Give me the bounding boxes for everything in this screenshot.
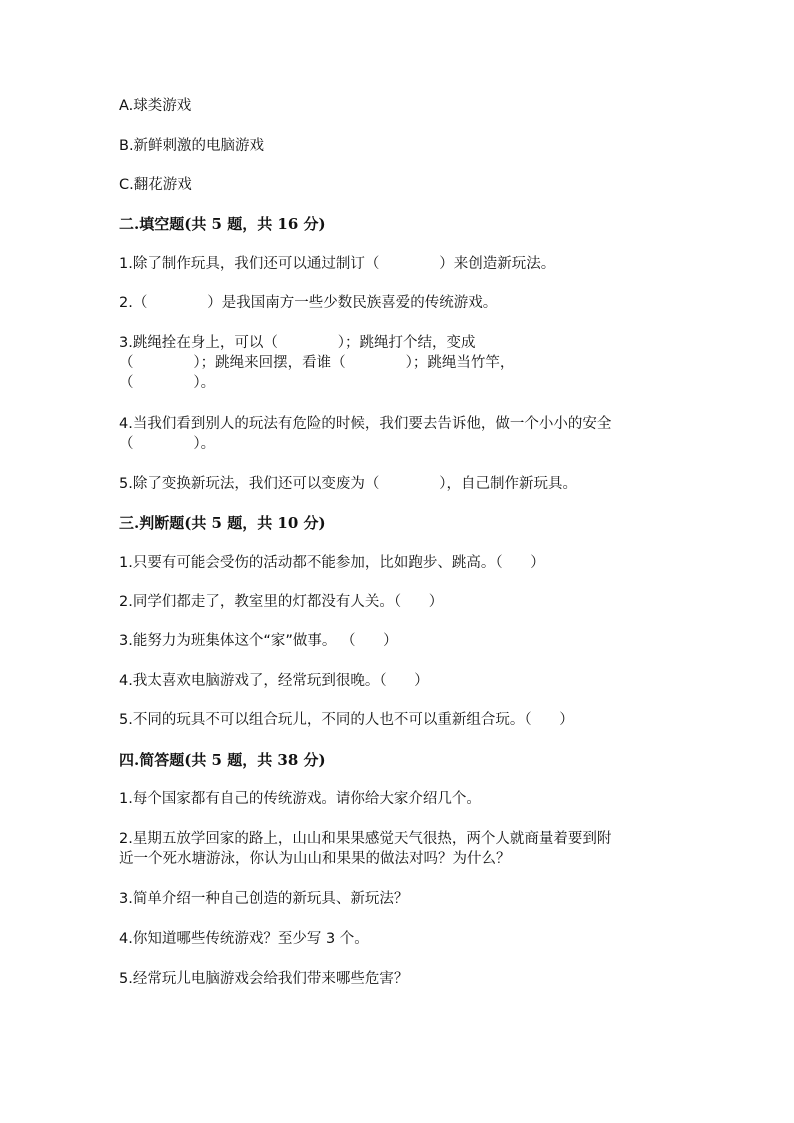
judge-q2: 2.同学们都走了，教室里的灯都没有人关。（ ） [119, 594, 444, 610]
judge-q5: 5.不同的玩具不可以组合玩儿，不同的人也不可以重新组合玩。（ ） [119, 712, 574, 728]
short-answer-q2-line1: 2.星期五放学回家的路上，山山和果果感觉天气很热，两个人就商量着要到附 [119, 831, 612, 847]
short-answer-q3: 3.简单介绍一种自己创造的新玩具、新玩法？ [119, 891, 409, 907]
fill-blank-q3-line3: （ ）。 [119, 375, 216, 391]
fill-blank-q2: 2.（ ）是我国南方一些少数民族喜爱的传统游戏。 [119, 295, 498, 311]
fill-blank-q1: 1.除了制作玩具，我们还可以通过制订（ ）来创造新玩法。 [119, 256, 556, 272]
option-a: A.球类游戏 [119, 98, 192, 114]
section-heading-short-answer: 四.简答题(共 5 题，共 38 分) [119, 751, 326, 769]
fill-blank-q4-line2: （ ）。 [119, 436, 216, 452]
short-answer-q1: 1.每个国家都有自己的传统游戏。请你给大家介绍几个。 [119, 791, 481, 807]
fill-blank-q3-line2: （ ）；跳绳来回摆，看谁（ ）；跳绳当竹竿， [119, 355, 515, 371]
short-answer-q5: 5.经常玩儿电脑游戏会给我们带来哪些危害？ [119, 971, 409, 987]
fill-blank-q4-line1: 4.当我们看到别人的玩法有危险的时候，我们要去告诉他，做一个小小的安全 [119, 416, 612, 432]
section-heading-judge: 三.判断题(共 5 题，共 10 分) [119, 514, 326, 532]
judge-q4: 4.我太喜欢电脑游戏了，经常玩到很晚。（ ） [119, 673, 429, 689]
fill-blank-q5: 5.除了变换新玩法，我们还可以变废为（ ），自己制作新玩具。 [119, 476, 578, 492]
judge-q3: 3.能努力为班集体这个“家”做事。 （ ） [119, 633, 398, 649]
judge-q1: 1.只要有可能会受伤的活动都不能参加，比如跑步、跳高。（ ） [119, 555, 545, 571]
fill-blank-q3-line1: 3.跳绳拴在身上，可以（ ）；跳绳打个结，变成 [119, 335, 476, 351]
option-c: C.翻花游戏 [119, 177, 192, 193]
short-answer-q4: 4.你知道哪些传统游戏？至少写 3 个。 [119, 931, 369, 947]
option-b: B.新鲜刺激的电脑游戏 [119, 138, 265, 154]
section-heading-fill-blank: 二.填空题(共 5 题，共 16 分) [119, 215, 326, 233]
short-answer-q2-line2: 近一个死水塘游泳，你认为山山和果果的做法对吗？为什么？ [119, 851, 511, 867]
